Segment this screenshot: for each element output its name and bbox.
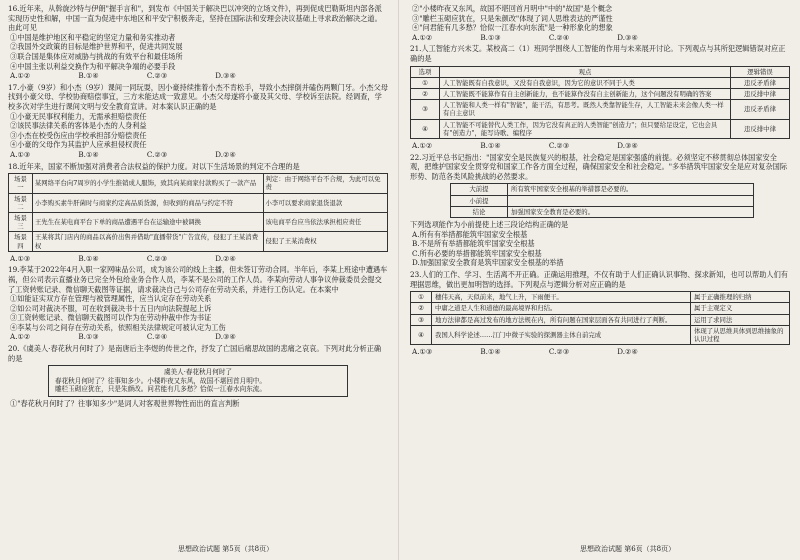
row-logic: 体现了从思维具体到思维抽象的认识过程 [691,325,790,344]
scene-label: 场景二 [9,193,33,212]
row-logic: 属于主观定义 [691,303,790,314]
choice: C.②④ [548,32,570,42]
right-page [410,4,790,359]
row-content: 所有筑牢国家安全根基的举措都是必要的。 [508,184,754,195]
option: A.所有有举措都能筑牢国家安全根基 [412,229,528,239]
answer-choices [410,33,790,43]
question-22 [410,153,790,268]
row-view: 地方法律都是高过发布的地方法规在内，所有问题在国家层面各有共同进行了判断。 [432,314,691,325]
table-row [411,100,790,119]
question-ask: 下列选项能作为小前提使上述三段论结构正确的是 [410,219,569,229]
table-header-row [411,66,790,77]
question-20 [8,344,388,409]
row-view: 穗伟天高，天似前来，地气上升，下雨便干。 [432,292,691,303]
scene-desc: 王某将其门店内的商品以高价出售并借助"直播带货"广告宣传，侵犯了王某消费权 [32,232,263,251]
row-number: ① [411,292,432,303]
choice: A.①③ [10,253,31,263]
row-number: ③ [411,314,432,325]
answer-choices [8,150,388,160]
table-row [411,303,790,314]
choice: C.②④ [146,332,168,342]
choice: B.①④ [480,347,501,357]
choice: A.①② [412,140,433,150]
answer-choices [8,332,388,342]
scene-desc: 某网络平台向7周岁的小学生推销成人服饰，致其向某商家付款购买了一款产品 [32,174,263,193]
question-stem: 23.人们的工作、学习、生活离不开正确。正确运用推理，不仅有助于人们正确认识事物、探求新知，也可以帮助人们有理据思维，做出更加明智的选择。下列观点与逻辑分析对应正确的是 [410,269,788,289]
option: ①"春花秋月何时了？往事知多少"是词人对客观世界物性而出的直言判断 [10,399,240,409]
question-stem: 21.人工智能方兴未艾。某校高二（1）班同学围绕人工智能的作用与未来展开讨论。下列观点与其所犯逻辑错误对应正确的是 [410,44,786,63]
question-stem: 17.小豪（9岁）和小杰（9岁）课间一同玩耍，因小豪持续推着小杰不肯松手，导致小杰摔倒并磕伤两颗门牙。小杰父母找到小豪父母、学校协商赔偿事宜，三方未能达成一致意见。小杰父母遂将小豪及其父母、学校诉至法院。经调查，学校多次对学生进行课间文明与安全教育宣讲。对本案认识正确的是 [8,82,388,111]
choice: B.①④ [78,71,99,81]
row-label: 结论 [451,206,508,217]
table-row [451,206,754,217]
row-view: 人工智能既不能算作有自主创新能力，也不能算作没有自主创新能力，这个问题没有明确的答案 [440,88,731,99]
choice: D.②④ [215,253,236,263]
question-stem: 20.《虞美人·春花秋月何时了》是南唐后主李煜的传世之作，抒发了亡国后痛思故国的悲痛之哀哀。下列对此分析正确的是 [8,344,382,363]
question-16 [8,4,388,81]
option: ③工资转账记录、微信聊天截图可以作为在劳动仲裁中作为书证 [10,313,212,323]
option: ①如能证实双方存在管理与被管理属性，应当认定存在劳动关系 [10,294,212,304]
row-view: 中庸之道是人生和道德的最高境界和归结。 [432,303,691,314]
row-content [508,195,754,206]
row-view: 人工智能不可能替代人类工作，因为它没有真正的人类智能"创造力"；但只要给足设定，它也会具有"创造力"，能写诗歌、编程序 [440,119,731,138]
col-header: 选项 [411,66,440,77]
scene-desc: 小李购买素牛肝菌时与商家约定高品质货源，但收到的商品与约定不符 [32,193,263,212]
choice: A.①② [10,71,31,81]
row-view: 人工智能既有自我意识，又没有自我意识，因为它的意识不同于人类 [440,77,731,88]
option: ①中国是维护地区和平稳定的坚定力量和务实推动者 [10,32,176,42]
choice: C.②③ [146,149,168,159]
choice: D.②④ [617,347,638,357]
table-row [9,232,388,251]
page-divider [398,0,399,560]
table-row [451,195,754,206]
answer-choices [8,254,388,264]
choice: D.③④ [215,332,236,342]
reasoning-table [410,291,790,345]
row-number: ④ [411,119,440,138]
table-row [411,119,790,138]
row-error: 违反矛盾律 [731,77,790,88]
option: ②我国外交政策的目标是维护世界和平，促进共同发展 [10,42,183,52]
scene-judge: 该电商平台应当依法承担相应责任 [263,212,387,231]
choice: C.②③ [548,347,570,357]
col-header: 观点 [440,66,731,77]
choice: A.①② [412,32,433,42]
table-row [411,325,790,344]
choice: D.③④ [215,71,236,81]
poem-box [48,365,348,397]
logic-table [410,66,790,139]
answer-choices [410,347,790,357]
scene-desc: 王先生在某电商平台下单的商品遭遇平台在运输途中被调换 [32,212,263,231]
choice: A.①② [10,332,31,342]
choice: C.②③ [146,253,168,263]
choice: A.①③ [10,149,31,159]
row-label: 大前提 [451,184,508,195]
choice: B.①④ [78,149,99,159]
choice: B.①③ [78,332,99,342]
scene-label: 场景四 [9,232,33,251]
page-footer: 思想政治试题 第6页（共8页） [580,545,676,553]
option: ③联合国是集体应对威胁与挑战的有效平台和最佳场所 [10,51,183,61]
option: ④小豪的父母作为其监护人应承担侵权责任 [10,140,147,150]
row-content: 加强国家安全教育是必要的。 [508,206,754,217]
answer-choices [410,141,790,151]
table-row [411,77,790,88]
question-17 [8,83,388,160]
option: ④中国主张以利益交换作为和平解决争端的必要手段 [10,61,176,71]
row-number: ② [411,88,440,99]
row-error: 违反排中律 [731,88,790,99]
option: ③"雕栏玉砌应犹在，只是朱颜改"体现了词人思维表达的严谨性 [412,13,613,23]
poem-line: 春花秋月何时了？往事知多少。小楼昨夜又东风，故国不堪回首月明中。 [55,376,266,385]
choice: D.②④ [215,149,236,159]
row-number: ① [411,77,440,88]
question-stem: 16.近年来，从斡旋沙特与伊朗"握手言和"，到发布《中国关于解决巴以冲突的立场文件》，再到促成巴勒斯坦内部各派实现历史性和解，中国一直为促进中东地区和平安宁积极奔走，坚持在国际法和安理会决议基础上寻求政治解决之道。由此可见 [8,4,382,33]
option: D.加强国家安全教育是筑牢国家安全根基的举措 [412,258,564,268]
left-page [8,4,388,411]
choice: C.②③ [548,140,570,150]
question-21 [410,44,790,150]
question-stem: 19.李某于2022年4月入职一家网味品公司，成为该公司的线上主播，但未签订劳动合同。半年后，李某上班途中遭遇车祸，但公司表示直播业务已完全外包给业务合作人员，李某不是公司的工作人员。李某向劳动人事争议仲裁委员会提交了工资转账记录、微信聊天截图等证据，请求裁决自己与公司存在劳动关系，并进行工伤认定。在本案中 [8,265,388,294]
scene-table [8,173,388,252]
answer-choices [8,71,388,81]
choice: A.①③ [412,347,433,357]
row-logic: 运用了求同法 [691,314,790,325]
row-error: 违反矛盾律 [731,100,790,119]
table-row [9,212,388,231]
row-label: 小前提 [451,195,508,206]
choice: D.③④ [617,140,638,150]
row-error: 违反排中律 [731,119,790,138]
row-number: ④ [411,325,432,344]
question-stem: 18.近年来，国家不断加强对消费者合法权益的保护力度。对以下生活场景的判定不合理的是 [8,161,300,171]
option: C.所有必要的举措都能筑牢国家安全根基 [412,248,542,258]
choice: B.①③ [480,32,501,42]
option: ②该民事法律关系的客体是小杰的人身利益 [10,121,147,131]
choice: C.②③ [146,71,168,81]
poem-line: 雕栏玉砌应犹在，只是朱颜改。问君能有几多愁？恰似一江春水向东流。 [55,385,266,394]
table-row [451,184,754,195]
scene-judge: 判定：由于网络平台不合规，为此可以免责 [263,174,387,193]
option: ④"问君能有几多愁？恰似一江春水向东流"是一种形象化的想象 [412,23,613,33]
question-19 [8,265,388,342]
table-row [411,314,790,325]
row-view: 我国人科学论述……江门中微子实验的探测器主体自前完成 [432,325,691,344]
question-23 [410,270,790,357]
question-18 [8,162,388,264]
choice: B.①④ [78,253,99,263]
scene-judge: 小李可以要求商家退货退款 [263,193,387,212]
syllogism-table [450,183,754,218]
poem-title: 虞美人·春花秋月何时了 [163,368,233,377]
question-stem: 22.习近平总书记指出："国家安全是民族复兴的根基，社会稳定是国家强盛的前提。必须坚定不移贯彻总体国家安全观，把维护国家安全贯穿党和国家工作各方面全过程，确保国家安全和社会稳定。"多举措筑牢国家安全是应对复杂国际形势、防范各类风险挑战的必然要求。 [410,152,788,181]
choice: D.③④ [617,32,638,42]
table-row [9,174,388,193]
row-number: ② [411,303,432,314]
table-row [411,292,790,303]
row-number: ③ [411,100,440,119]
scene-label: 场景三 [9,212,33,231]
option: ③小杰在校受伤应由学校承担部分赔偿责任 [10,130,147,140]
table-row [9,193,388,212]
choice: B.①④ [480,140,501,150]
option: ②如公司对裁决不服，可在收到裁决书十五日内向法院提起上诉 [10,303,212,313]
option: ④李某与公司之间存在劳动关系，依照相关法律规定可被认定为工伤 [10,322,226,332]
row-logic: 属于正确推理的归纳 [691,292,790,303]
col-header: 逻辑错误 [731,66,790,77]
option: B.不是所有举措都能筑牢国家安全根基 [412,239,535,249]
page-footer: 思想政治试题 第5页（共8页） [178,545,274,553]
scene-label: 场景一 [9,174,33,193]
row-view: 人工智能和人类一样有"智能"，能干活，有思考。既然人类靠智能生存，人工智能未来会像人类一样有自主意识 [440,100,731,119]
table-row [411,88,790,99]
question-20-continued [410,4,790,42]
scene-judge: 侵犯了王某消费权 [263,232,387,251]
option: ②"小楼昨夜又东风，故国不堪回首月明中"中的"故国"是个概念 [412,4,613,13]
option: ①小豪无民事权利能力，无需承担赔偿责任 [10,111,147,121]
